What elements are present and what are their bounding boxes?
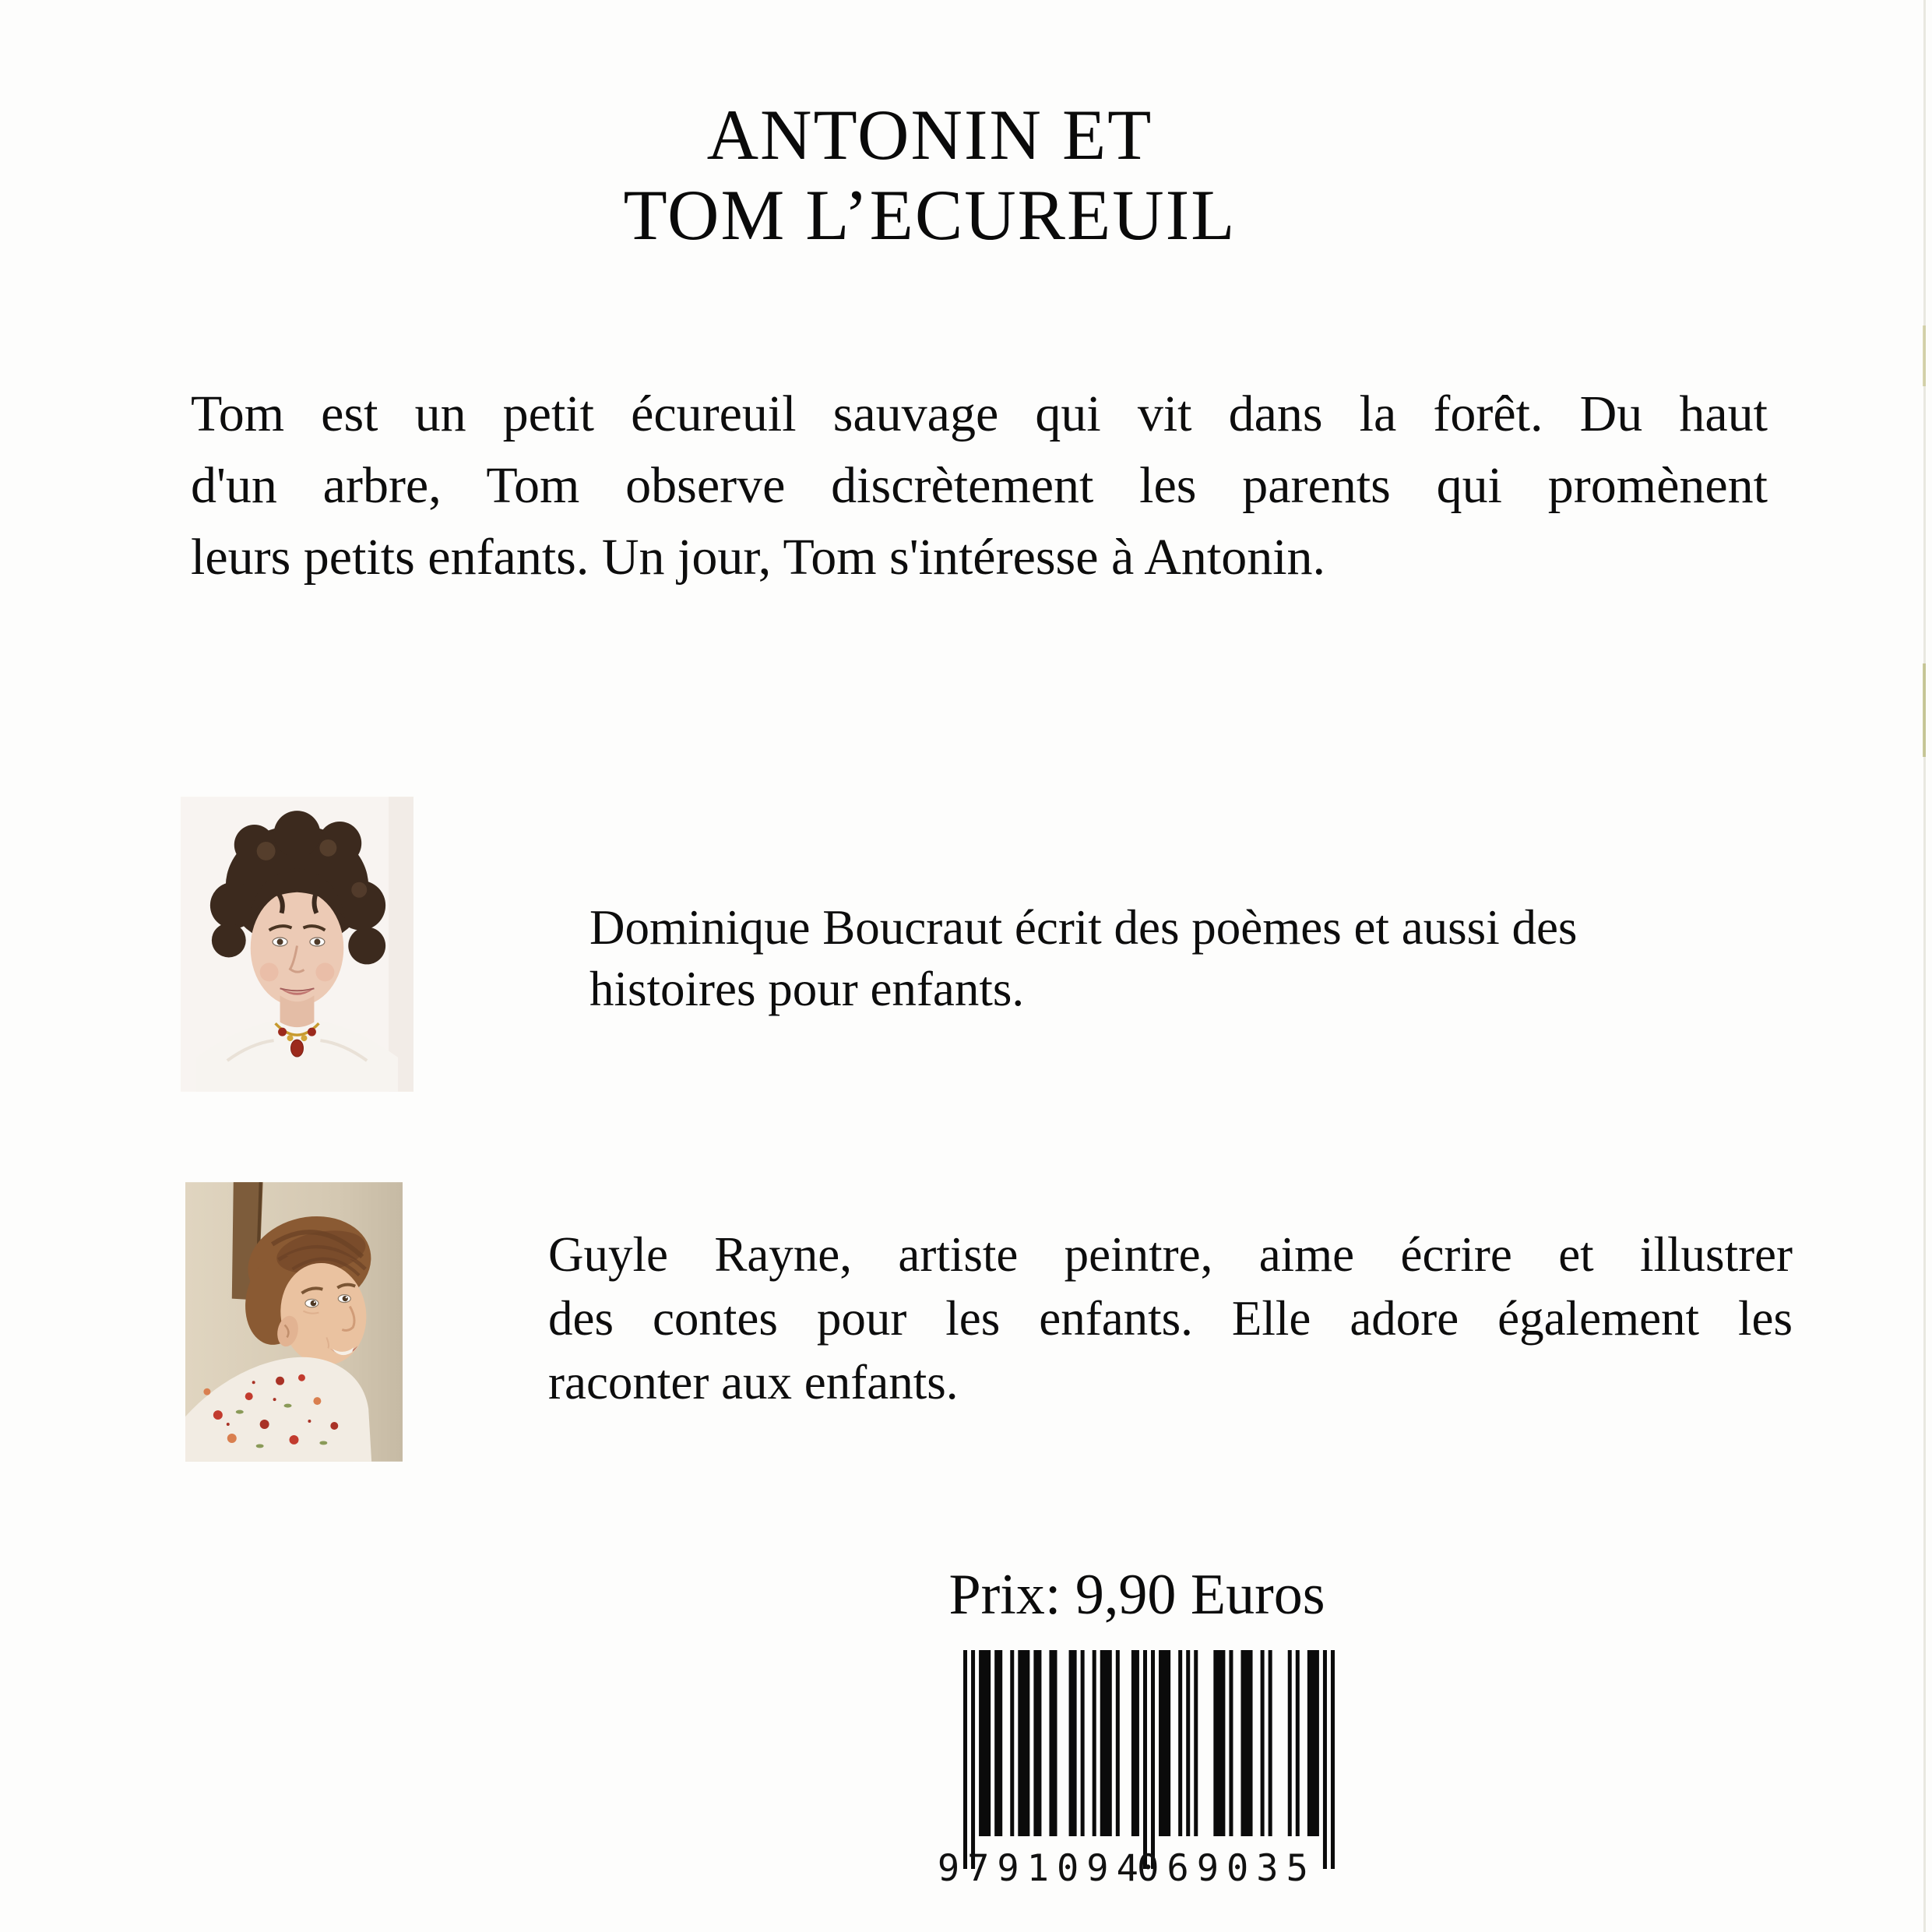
author1-bio [589,897,1758,1020]
author2-bio-line: raconter aux enfants. [548,1355,959,1409]
author1-bio-line: Dominique Boucraut écrit des poèmes et aussi des [589,900,1578,955]
portrait-photo-guyle-rayne [185,1182,403,1462]
synopsis-line: leurs petits enfants. Un jour, Tom s'intéresse à Antonin. [191,529,1326,586]
portrait-photo-dominique-boucraut [181,797,413,1092]
synopsis-line: Tom est un petit écureuil sauvage qui vit dans la forêt. Du haut [191,385,1768,442]
synopsis-paragraph [191,378,1768,593]
scan-edge-artifact [1923,663,1926,757]
author2-bio-line: Guyle Rayne, artiste peintre, aime écrire et illustrer [548,1227,1793,1282]
synopsis-line: d'un arbre, Tom observe discrètement les parents qui promènent [191,457,1768,514]
barcode-right-digits: 069035 [1137,1847,1316,1890]
book-title [0,95,1860,255]
author2-bio-line: des contes pour les enfants. Elle adore également les [548,1291,1793,1346]
scan-edge-artifact [1923,326,1926,386]
barcode [932,1650,1335,1892]
author1-bio-line: histoires pour enfants. [589,962,1025,1016]
barcode-left-digits: 791094 [967,1847,1146,1890]
barcode-bars [963,1650,1335,1869]
author2-bio [548,1223,1793,1414]
book-title-line2: TOM L’ECUREUIL [623,175,1237,255]
book-title-line1: ANTONIN ET [706,95,1153,174]
price-label: Prix: 9,90 Euros [948,1563,1325,1627]
scan-edge-line [1923,0,1926,1932]
barcode-prefix-digit: 9 [937,1847,960,1890]
